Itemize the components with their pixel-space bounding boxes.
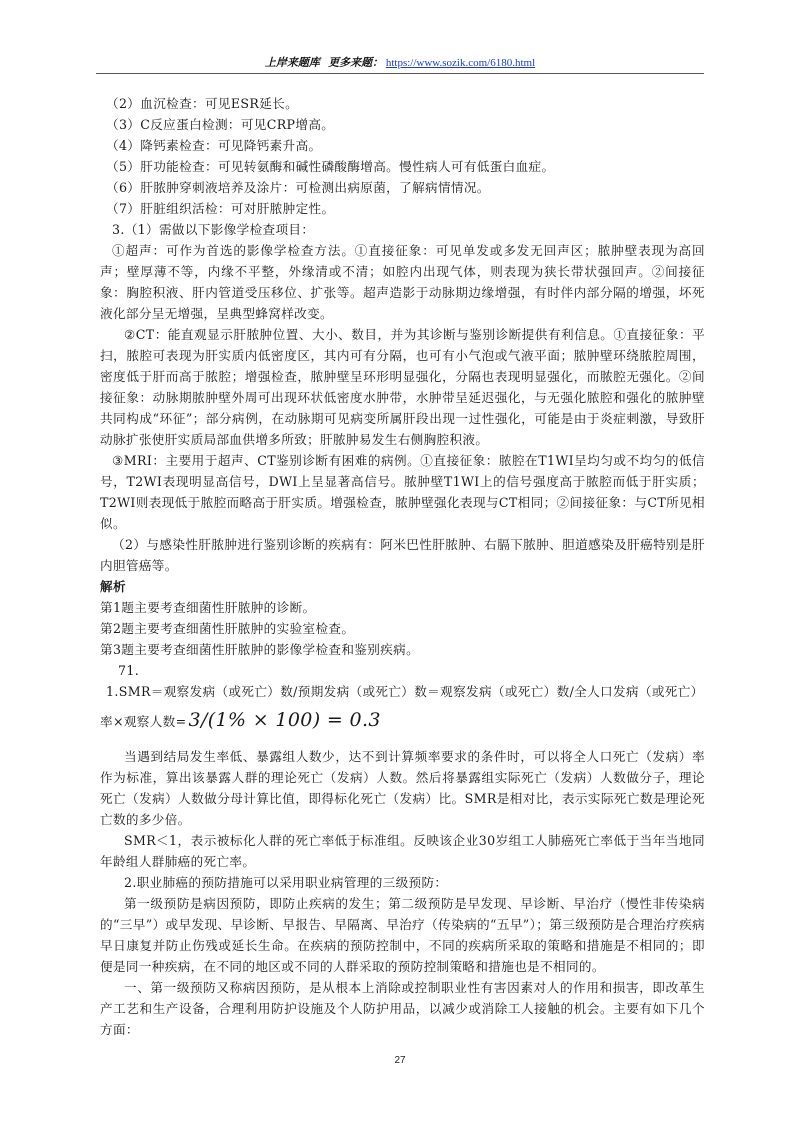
- paragraph: ①超声：可作为首选的影像学检查方法。①直接征象：可见单发或多发无回声区；脓肿壁表现为高回声；壁厚薄不等，内缘不平整，外缘清或不清；如腔内出现气体，则表现为狭长带状强回声。②间接征象：胸腔积液、肝内管道受压移位、扩张等。超声造影于动脉期边缘增强，有时伴内部分隔的增强，坏死液化部分呈无增强，呈典型蜂窝样改变。: [100, 243, 705, 321]
- paragraph: 第2题主要考查细菌性肝脓肿的实验室检查。: [100, 621, 355, 636]
- paragraph: 1.SMR＝观察发病（或死亡）数/预期发病（或死亡）数＝观察发病（或死亡）数/全人口发病（或死亡）: [106, 684, 704, 699]
- paragraph: 一、第一级预防又称病因预防，是从根本上消除或控制职业性有害因素对人的作用和损害，即改革生产工艺和生产设备，合理利用防护设施及个人防护用品，以减少或消除工人接触的机会。主要有如下几个方面：: [100, 980, 705, 1037]
- paragraph: 第1题主要考查细菌性肝脓肿的诊断。: [100, 600, 316, 615]
- paragraph: ③MRI：主要用于超声、CT鉴别诊断有困难的病例。①直接征象：脓腔在T1WI呈均匀或不均匀的低信号，T2WI表现明显高信号，DWI上呈显著高信号。脓肿壁T1WI上的信号强度高于脓腔而低于肝实质；T2WI则表现低于脓腔而略高于肝实质。增强检查，脓肿壁强化表现与CT相同；②间接征象：与CT所见相似。: [100, 453, 705, 531]
- formula: 3/(1% × 100) = 0.3: [188, 709, 381, 731]
- paragraph: ②CT：能直观显示肝脓肿位置、大小、数目，并为其诊断与鉴别诊断提供有利信息。①直接征象：平扫，脓腔可表现为肝实质内低密度区，其内可有分隔，也可有小气泡或气液平面；脓肿壁环绕脓腔周围，密度低于肝而高于脓腔；增强检查，脓肿壁呈环形明显强化，分隔也表现明显强化，而脓腔无强化。②间接征象：动脉期脓肿壁外周可出现环状低密度水肿带，水肿带呈延迟强化，与无强化脓腔和强化的脓肿壁共同构成“环征”；部分病例，在动脉期可见病变所属肝段出现一过性强化，可能是由于炎症刺激，导致肝动脉扩张使肝实质局部血供增多所致；肝脓肿易发生右侧胸腔积液。: [100, 327, 705, 447]
- header-brand: 上岸来题库: [264, 57, 320, 69]
- paragraph: （2）与感染性肝脓肿进行鉴别诊断的疾病有：阿米巴性肝脓肿、右膈下脓肿、胆道感染及肝癌特别是肝内胆管癌等。: [100, 537, 705, 573]
- formula-prefix: 率×观察人数=: [100, 714, 187, 729]
- paragraph: 2.职业肺癌的预防措施可以采用职业病管理的三级预防：: [124, 875, 448, 890]
- paragraph: 第3题主要考查细菌性肝脓肿的影像学检查和鉴别疾病。: [100, 642, 420, 657]
- section-heading: 解析: [100, 579, 126, 594]
- paragraph: （7）肝脏组织活检：可对肝脓肿定性。: [106, 201, 335, 216]
- paragraph: （4）降钙素检查：可见降钙素升高。: [106, 138, 322, 153]
- header-source-label: 更多来题：: [328, 57, 384, 69]
- paragraph: （3）C反应蛋白检测：可见CRP增高。: [106, 117, 335, 132]
- paragraph: 3.（1）需做以下影像学检查项目：: [112, 222, 315, 237]
- header-divider: [96, 73, 704, 74]
- page-number: 27: [394, 1055, 406, 1066]
- paragraph: （6）肝脓肿穿刺液培养及涂片：可检测出病原菌，了解病情情况。: [106, 180, 490, 195]
- formula-line: [100, 702, 705, 738]
- paragraph: （2）血沉检查：可见ESR延长。: [106, 96, 299, 111]
- question-number: 71.: [118, 663, 140, 678]
- paragraph: （5）肝功能检查：可见转氨酶和碱性磷酸酶增高。慢性病人可有低蛋白血症。: [106, 159, 555, 174]
- spacer: [100, 738, 705, 746]
- document-body: [100, 93, 705, 1040]
- header-link[interactable]: https://www.sozik.com/6180.html: [385, 57, 536, 69]
- paragraph: 当遇到结局发生率低、暴露组人数少，达不到计算频率要求的条件时，可以将全人口死亡（发病）率作为标准，算出该暴露人群的理论死亡（发病）人数。然后将暴露组实际死亡（发病）人数做分子，理论死亡（发病）人数做分母计算比值，即得标化死亡（发病）比。SMR是相对比，表示实际死亡数是理论死亡数的多少倍。: [100, 749, 705, 827]
- paragraph: SMR＜1，表示被标化人群的死亡率低于标准组。反映该企业30岁组工人肺癌死亡率低于当年当地同年龄组人群肺癌的死亡率。: [100, 833, 705, 869]
- page-header: [0, 54, 800, 70]
- paragraph: 第一级预防是病因预防，即防止疾病的发生；第二级预防是早发现、早诊断、早治疗（慢性非传染病的“三早”）或早发现、早诊断、早报告、早隔离、早治疗（传染病的“五早”）；第三级预防是合理治疗疾病早日康复并防止伤残或延长生命。在疾病的预防控制中，不同的疾病所采取的策略和措施是不相同的；即便是同一种疾病，在不同的地区或不同的人群采取的预防控制策略和措施也是不相同的。: [100, 896, 705, 974]
